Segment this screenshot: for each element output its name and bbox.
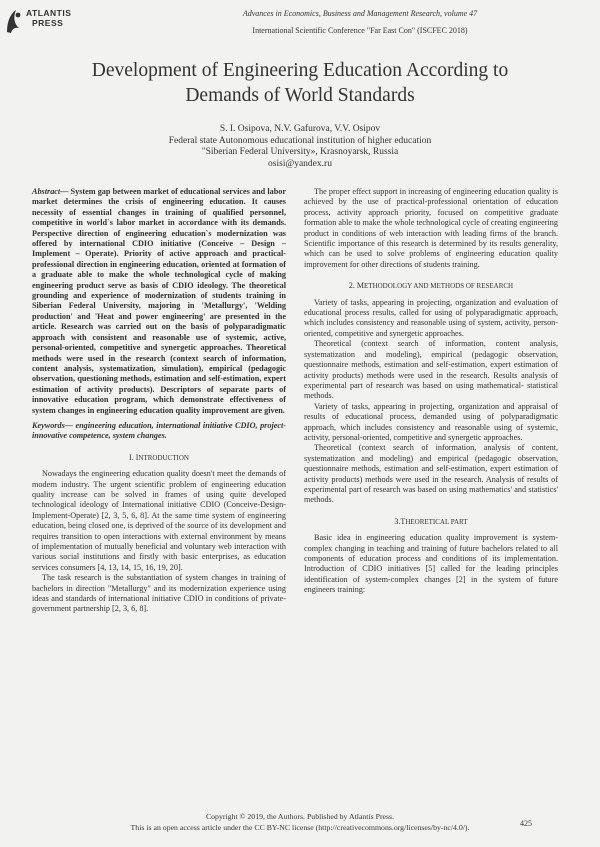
paragraph: Basic idea in engineering education quality improvement is system-complex changing in teaching and training of future bachelors related to all components of education process and conditions of its implementation. Introduction of CDIO initiatives [5] called for the leading principles identification of system-complex changes [2] in the system of future engineers training:: [304, 533, 558, 595]
author-email: osisi@yandex.ru: [268, 158, 332, 169]
copyright-footer: Copyright © 2019, the Authors. Published by Atlantis Press. This is an open access article under the CC BY-NC license (http://creativecommons.org/licenses/by-nc/4.0/).: [130, 812, 470, 832]
section-heading: 2. METHODOLOGY AND METHODS OF RESEARCH: [348, 281, 514, 291]
affiliation: Federal state Autonomous educational institution of higher education: [168, 135, 432, 146]
conference-name: International Scientific Conference "Far East Con" (ISCFEC 2018): [252, 26, 468, 35]
logo-text: ATLANTIS PRESS: [26, 8, 72, 28]
left-column: [32, 187, 286, 615]
logo-emblem-icon: [4, 8, 24, 34]
page-number: 425: [520, 819, 532, 828]
paragraph: Variety of tasks, appearing in projecting, organization and appraisal of results of educational process, demanded using of polyparadigmatic approach, which includes consistency and reasonable using of systemic, activity, personal-oriented, competitive and synergetic approaches.: [304, 401, 558, 442]
paper-title: Development of Engineering Education According to Demands of World Standards: [91, 60, 509, 106]
paragraph: Variety of tasks, appearing in projecting, organization and evaluation of educational process results, called for using of polyparadigmatic approach, which includes consistency and reasonable using of system, activity, person-oriented, competitive and synergetic approaches.: [304, 297, 558, 338]
atlantis-press-logo: [4, 6, 76, 38]
keywords: Keywords— engineering education, international initiative CDIO, project-innovative competence, system changes.: [32, 420, 286, 441]
author-block: [40, 124, 560, 170]
running-head: Advances in Economics, Business and Management Research, volume 47: [242, 9, 478, 18]
paragraph: Nowadays the engineering education quality doesn't meet the demands of modern industry. The urgent scientific problem of engineering education quality increase can be solved in frames of using quite developed technological ideology of International initiative CDIO (Conceive-Design-Implement-Operate) [2, 3, 5, 6, 8]. At the same time system of engineering education, being closed one, is deprived of the source of its development and requires transition to open interactions with external environment by means of implementation of mutually beneficial and voluntary web interaction with various social institutions and firstly with basic enterprises, as education services consumers [4, 13, 14, 15, 16, 19, 20].: [32, 469, 286, 572]
section-heading: 3.THEORETICAL PART: [394, 516, 468, 526]
section-heading: I. INTRODUCTION: [129, 452, 189, 462]
paragraph: Theoretical (context search of information, analysis of content, systematization and modeling) and empirical (pedagogic observation, questionnaire methods, estimation and self-estimation, expert estimation of activity products) methods were used in the research. Analysis of results of experimental part of research was based on using mathematics' and statistics' methods.: [304, 443, 558, 505]
author-names: S. I. Osipova, N.V. Gafurova, V.V. Osipov: [219, 124, 381, 134]
right-column: [304, 187, 558, 596]
paragraph: The task research is the substantiation of system changes in training of bachelors in direction "Metallurgy" and its modernization experience using ideas and standards of international initiative CDIO in conditions of private-government partnership [2, 3, 6, 8].: [32, 573, 286, 614]
paragraph: The proper effect support in increasing of engineering education quality is achieved by the use of practical-professional orientation of education process, activity approach priority, focused on competitive graduate formation able to make the whole technological cycle of creating engineering product in conditions of web interaction with leading firms of the branch. Scientific importance of this research is determined by its results generality, which can be used to solve problems of engineering education quality improvement for other directions of students training.: [304, 187, 558, 269]
affiliation: "Siberian Federal University», Krasnoyarsk, Russia: [201, 147, 399, 157]
paragraph: Theoretical (context search of information, content analysis, systematization and modeling), empirical (pedagogic observation, questionnaire methods, estimation and self-estimation, expert estimation of activity products) methods were used in the research. Results analysis of experimental part of research was based on using mathematical- statistical methods.: [304, 339, 558, 401]
abstract: Abstract— System gap between market of educational services and labor market determines the crisis of engineering education. It causes necessity of essential changes in training of qualified personnel, competitive in world`s labor market in accordance with its demands. Perspective direction of engineering education`s modernization was offered by international CDIO initiative (Conceive – Design – Implement – Operate). Priority of active approach and practical-professional direction in engineering education, oriented at formation of a graduate able to make the whole technological cycle of making engineering product serve as basis of CDIO ideology. The theoretical grounding and experience of modernization of students training in Siberian Federal University, majoring in 'Metallurgy', 'Welding production' and 'Heat and power engineering' are presented in the article. Research was carried out on the basis of polyparadigmatic approach with consistent and reasonable use of systemic, active, personal-oriented, competitive and synergetic approaches. Theoretical methods were used in the research (context search of information, content analysis, systematization, simulation), empirical (pedagogic observation, questioning methods, estimation and self-estimation, expert estimation of activity products). Descriptors of separate parts of innovative education program, which demonstrate effectiveness of system changes in engineering education quality improvement are given.: [32, 187, 286, 415]
